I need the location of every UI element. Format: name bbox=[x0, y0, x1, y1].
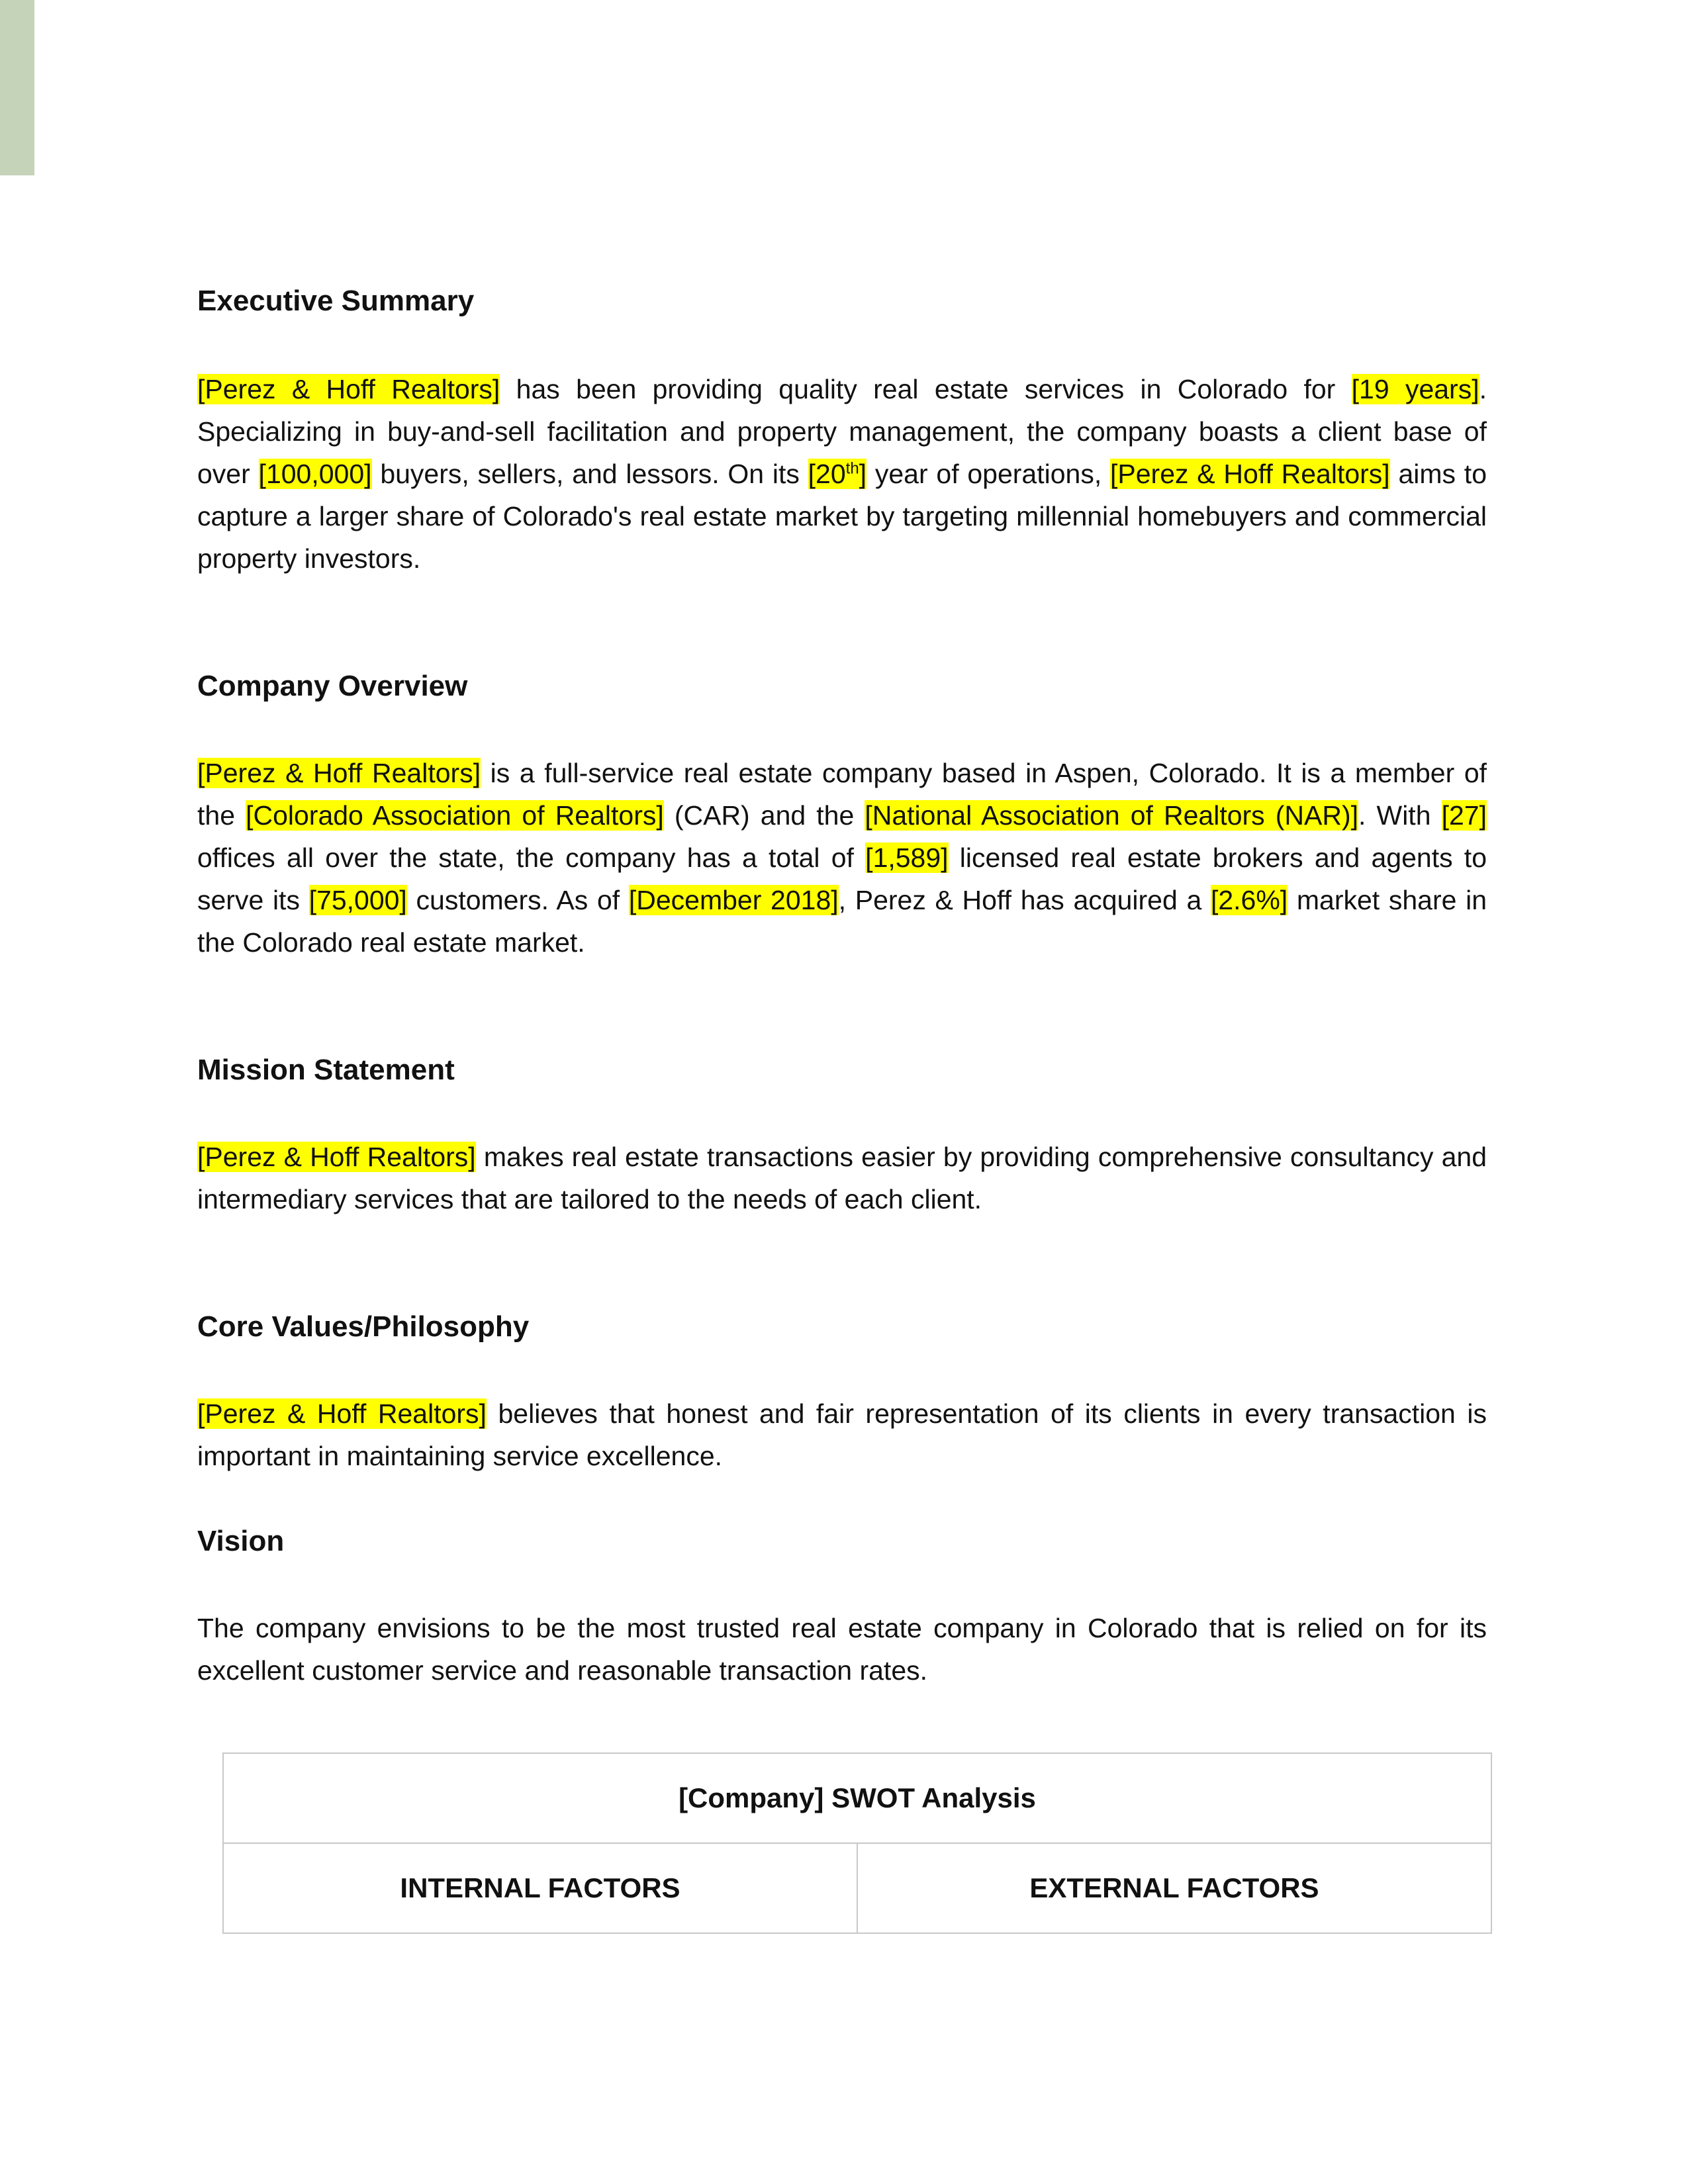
text-run: buyers, sellers, and lessors. On its bbox=[371, 459, 808, 489]
vision-heading: Vision bbox=[197, 1525, 285, 1557]
highlight-customers: [75,000] bbox=[308, 885, 407, 915]
highlight-year-ordinal bbox=[808, 459, 867, 489]
internal-factors-header: INTERNAL FACTORS bbox=[223, 1843, 857, 1933]
swot-header-row bbox=[223, 1843, 1491, 1933]
document-body bbox=[197, 281, 1487, 1692]
company-overview-paragraph bbox=[197, 752, 1487, 964]
corner-tab-decoration bbox=[0, 0, 34, 175]
highlight-market-share: [2.6%] bbox=[1210, 885, 1288, 915]
executive-summary-heading: Executive Summary bbox=[197, 285, 475, 317]
core-values-paragraph bbox=[197, 1392, 1487, 1477]
external-factors-header: EXTERNAL FACTORS bbox=[857, 1843, 1491, 1933]
vision-section bbox=[197, 1521, 1487, 1692]
text-run: believes that honest and fair representation of its clients in every transaction is important in maintaining service excellence. bbox=[197, 1398, 1487, 1471]
highlight-nar: [National Association of Realtors (NAR)] bbox=[865, 800, 1359, 831]
highlight-car: [Colorado Association of Realtors] bbox=[246, 800, 664, 831]
highlight-offices: [27] bbox=[1441, 800, 1487, 831]
executive-summary-section bbox=[197, 281, 1487, 580]
mission-statement-section bbox=[197, 1050, 1487, 1220]
company-overview-section bbox=[197, 666, 1487, 964]
text-run: . With bbox=[1358, 800, 1442, 831]
text-run: licensed real estate brokers and agents to serve its bbox=[197, 842, 1487, 915]
highlight-company-name: [Perez & Hoff Realtors] bbox=[1110, 459, 1390, 489]
text-run: . Specializing in buy-and-sell facilitation and property management, the company boasts a client base of over bbox=[197, 374, 1487, 489]
text-run: market share in the Colorado real estate market. bbox=[197, 885, 1487, 958]
core-values-heading: Core Values/Philosophy bbox=[197, 1310, 530, 1343]
mission-statement-heading: Mission Statement bbox=[197, 1054, 455, 1086]
text-run: makes real estate transactions easier by providing comprehensive consultancy and intermediary services that are tailored to the needs of each client. bbox=[197, 1142, 1487, 1214]
text-run: [20 bbox=[808, 459, 846, 489]
swot-table bbox=[222, 1752, 1492, 1934]
swot-title: [Company] SWOT Analysis bbox=[223, 1753, 1491, 1843]
swot-title-row bbox=[223, 1753, 1491, 1843]
highlight-years: [19 years] bbox=[1351, 374, 1479, 404]
highlight-company-name: [Perez & Hoff Realtors] bbox=[197, 1398, 487, 1429]
core-values-section bbox=[197, 1306, 1487, 1477]
text-run: offices all over the state, the company has a total of bbox=[197, 842, 866, 873]
text-run: has been providing quality real estate services in Colorado for bbox=[500, 374, 1352, 404]
text-run: ] bbox=[859, 459, 867, 489]
text-run: customers. As of bbox=[406, 885, 629, 915]
text-run: (CAR) and the bbox=[663, 800, 865, 831]
highlight-company-name: [Perez & Hoff Realtors] bbox=[197, 1142, 476, 1172]
text-run: year of operations, bbox=[867, 459, 1110, 489]
text-run: is a full-service real estate company based in Aspen, Colorado. It is a member of the bbox=[197, 758, 1487, 831]
highlight-client-base: [100,000] bbox=[258, 459, 372, 489]
text-run: aims to capture a larger share of Colorado's real estate market by targeting millennial homebuyers and commercial property investors. bbox=[197, 459, 1487, 574]
vision-paragraph: The company envisions to be the most trusted real estate company in Colorado that is relied on for its excellent customer service and reasonable transaction rates. bbox=[197, 1613, 1487, 1686]
highlight-date: [December 2018] bbox=[628, 885, 839, 915]
ordinal-suffix: th bbox=[845, 459, 859, 478]
highlight-company-name: [Perez & Hoff Realtors] bbox=[197, 758, 481, 788]
executive-summary-paragraph bbox=[197, 368, 1487, 580]
company-overview-heading: Company Overview bbox=[197, 670, 468, 702]
highlight-company-name: [Perez & Hoff Realtors] bbox=[197, 374, 500, 404]
mission-statement-paragraph bbox=[197, 1136, 1487, 1220]
highlight-agents: [1,589] bbox=[865, 842, 949, 873]
text-run: , Perez & Hoff has acquired a bbox=[838, 885, 1211, 915]
